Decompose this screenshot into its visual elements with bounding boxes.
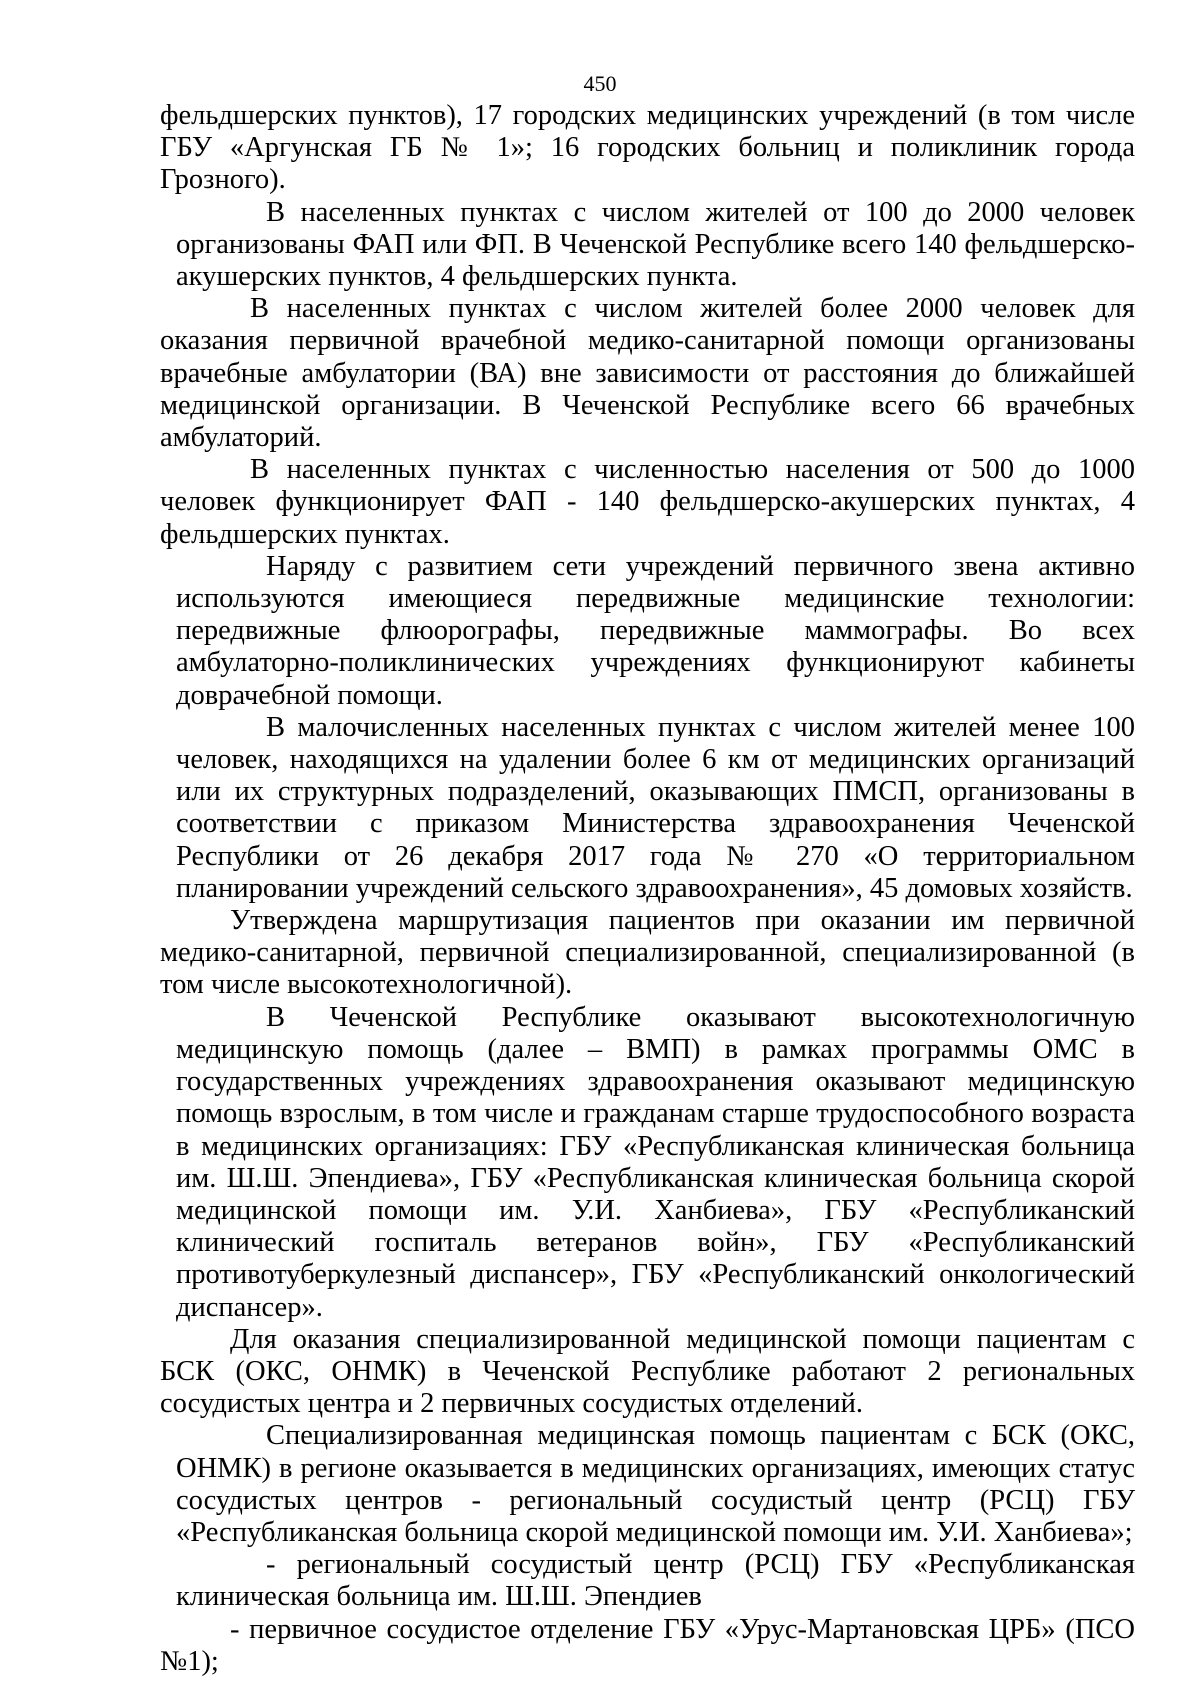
list-item-pso: - первичное сосудистое отделение ГБУ «Урус-Мартановская ЦРБ» (ПСО №1); [160, 1613, 1135, 1677]
paragraph-6: В малочисленных населенных пунктах с числом жителей менее 100 человек, находящихся на удалении более 6 км от медицинских организаций или их структурных подразделений, оказывающих ПМСП, организованы в соответствии с приказом Министерства здравоохранения Чеченской Республики от 26 декабря 2017 года № 270 «О территориальном планировании учреждений сельского здравоохранения», 45 домовых хозяйств. [176, 711, 1135, 904]
list-item-rsc: - региональный сосудистый центр (РСЦ) ГБУ «Республиканская клиническая больница им. Ш.Ш. Эпендиев [176, 1549, 1135, 1613]
document-body [160, 100, 1135, 1678]
page-number: 450 [583, 71, 617, 96]
paragraph-4: В населенных пунктах с численностью населения от 500 до 1000 человек функционирует ФАП - 140 фельдшерско-акушерских пунктах, 4 фельдшерских пунктах. [160, 454, 1135, 550]
paragraph-10: Специализированная медицинская помощь пациентам с БСК (ОКС, ОНМК) в регионе оказывается в медицинских организациях, имеющих статус сосудистых центров - региональный сосудистый центр (РСЦ) ГБУ «Республиканская больница скорой медицинской помощи им. У.И. Ханбиева»; [176, 1420, 1135, 1548]
paragraph-1: фельдшерских пунктов), 17 городских медицинских учреждений (в том числе ГБУ «Аргунская ГБ № 1»; 16 городских больниц и поликлиник города Грозного). [160, 100, 1135, 196]
paragraph-7: Утверждена маршрутизация пациентов при оказании им первичной медико-санитарной, первичной специализированной, специализированной (в том числе высокотехнологичной). [160, 905, 1135, 1001]
paragraph-9: Для оказания специализированной медицинской помощи пациентам с БСК (ОКС, ОНМК) в Чеченской Республике работают 2 региональных сосудистых центра и 2 первичных сосудистых отделений. [160, 1323, 1135, 1420]
paragraph-3: В населенных пунктах с числом жителей более 2000 человек для оказания первичной врачебной медико-санитарной помощи организованы врачебные амбулатории (ВА) вне зависимости от расстояния до ближайшей медицинской организации. В Чеченской Республике всего 66 врачебных амбулаторий. [160, 293, 1135, 454]
paragraph-8: В Чеченской Республике оказывают высокотехнологичную медицинскую помощь (далее – ВМП) в рамках программы ОМС в государственных учреждениях здравоохранения оказывают медицинскую помощь взрослым, в том числе и гражданам старше трудоспособного возраста в медицинских организациях: ГБУ «Республиканская клиническая больница им. Ш.Ш. Эпендиева», ГБУ «Республиканская клиническая больница скорой медицинской помощи им. У.И. Ханбиева», ГБУ «Республиканский клинический госпиталь ветеранов войн», ГБУ «Республиканский противотуберкулезный диспансер», ГБУ «Республиканский онкологический диспансер». [176, 1001, 1135, 1323]
paragraph-2: В населенных пунктах с числом жителей от 100 до 2000 человек организованы ФАП или ФП. В Чеченской Республике всего 140 фельдшерско-акушерских пунктов, 4 фельдшерских пункта. [176, 196, 1135, 293]
paragraph-5: Наряду с развитием сети учреждений первичного звена активно используются имеющиеся передвижные медицинские технологии: передвижные флюорографы, передвижные маммографы. Во всех амбулаторно-поликлинических учреждениях функционируют кабинеты доврачебной помощи. [176, 550, 1135, 711]
